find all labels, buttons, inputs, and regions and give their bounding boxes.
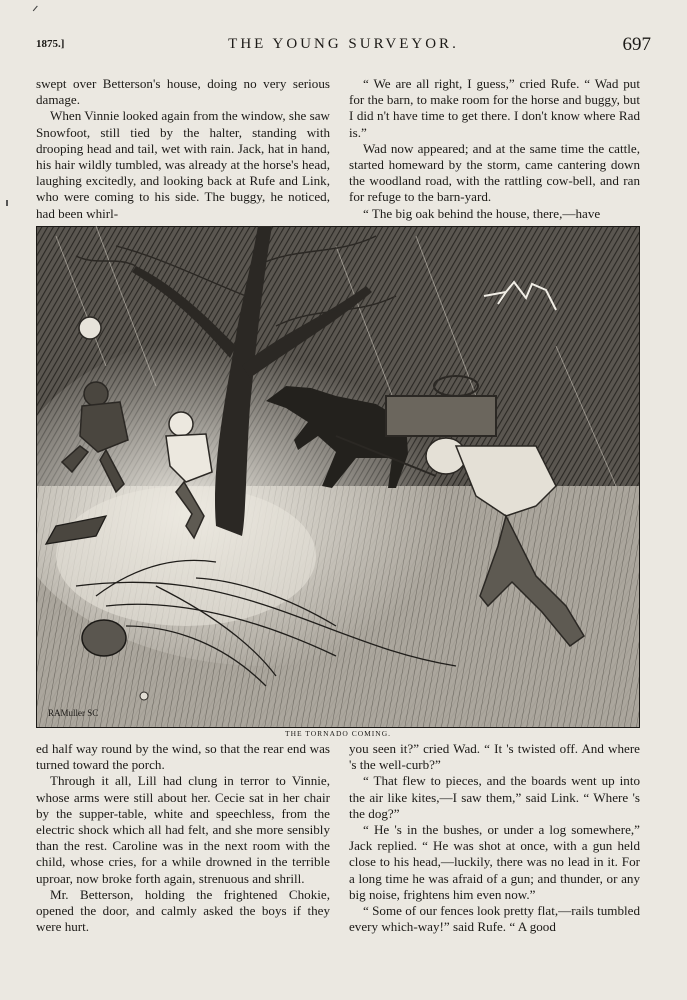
paragraph: “ He 's in the bushes, or under a log somewhere,” Jack replied. “ He was shot at once, with a gun held close to his head,—luckily, there was no lead in it. For a long time he was afraid of a gun; and thunder, or any big noise, frightens him even now.” bbox=[349, 822, 640, 902]
paragraph: Wad now appeared; and at the same time the cattle, started homeward by the storm, came cantering down the woodland road, with the rattling cow-bell, and ran for refuge to the barn-yard. bbox=[349, 140, 640, 205]
paragraph: “ Some of our fences look pretty flat,—rails tumbled every which-way!” said Rufe. “ A good bbox=[349, 903, 640, 935]
running-head bbox=[36, 36, 651, 58]
basket bbox=[82, 620, 126, 656]
paragraph: “ We are all right, I guess,” cried Rufe. “ Wad put for the barn, to make room for the horse and buggy, but I did n't have time to get there. I don't know where Rad is.” bbox=[349, 76, 640, 140]
rock bbox=[140, 692, 148, 700]
text-column-top-right bbox=[349, 76, 640, 222]
issue-date: 1875.] bbox=[36, 38, 65, 50]
paragraph: “ The big oak behind the house, there,—have bbox=[363, 205, 601, 221]
journal-title: THE YOUNG SURVEYOR. bbox=[228, 36, 459, 52]
paragraph: ed half way round by the wind, so that the rear end was turned toward the porch. bbox=[36, 741, 330, 773]
paragraph: swept over Betterson's house, doing no very serious damage. bbox=[36, 76, 330, 108]
paragraph: you seen it?” cried Wad. “ It 's twisted off. And where 's the well-curb?” bbox=[349, 741, 640, 773]
tornado-engraving bbox=[36, 226, 640, 728]
paragraph: Through it all, Lill had clung in terror to Vinnie, whose arms were still about her. Cecie sat in her chair by the supper-table, white and speechless, from the electric shock which all had felt, and she more sensibly than the rest. Caroline was in the next room with the child, whose cries, for a while drowned in the terrible uproar, now broke forth again, strenuous and shrill. bbox=[36, 773, 330, 886]
margin-ink-dot bbox=[6, 200, 8, 206]
page-number: 697 bbox=[622, 34, 651, 55]
paragraph: Mr. Betterson, holding the frightened Chokie, opened the door, and calmly asked the boys if they were hurt. bbox=[36, 886, 330, 935]
text-column-bottom-left bbox=[36, 741, 330, 935]
text-column-bottom-right bbox=[349, 741, 640, 935]
corner-ink-mark: ᐟ bbox=[32, 4, 39, 21]
figure-caption: THE TORNADO COMING. bbox=[284, 729, 391, 738]
engraver-signature: RAMuller SC bbox=[48, 708, 99, 718]
text-column-top-left bbox=[36, 76, 330, 222]
paragraph: “ That flew to pieces, and the boards went up into the air like kites,—I saw them,” said Link. “ Where 's the dog?” bbox=[349, 773, 640, 821]
flying-hat bbox=[79, 317, 101, 339]
paragraph: When Vinnie looked again from the window, she saw Snowfoot, still tied by the halter, standing with drooping head and tail, wet with rain. Jack, hat in hand, his hair wildly tumbled, was already at the horse's head, laughing excitedly, and looking back at Rufe and Link, who were coming to his side. The buggy, he noticed, had been whirl- bbox=[36, 108, 330, 221]
